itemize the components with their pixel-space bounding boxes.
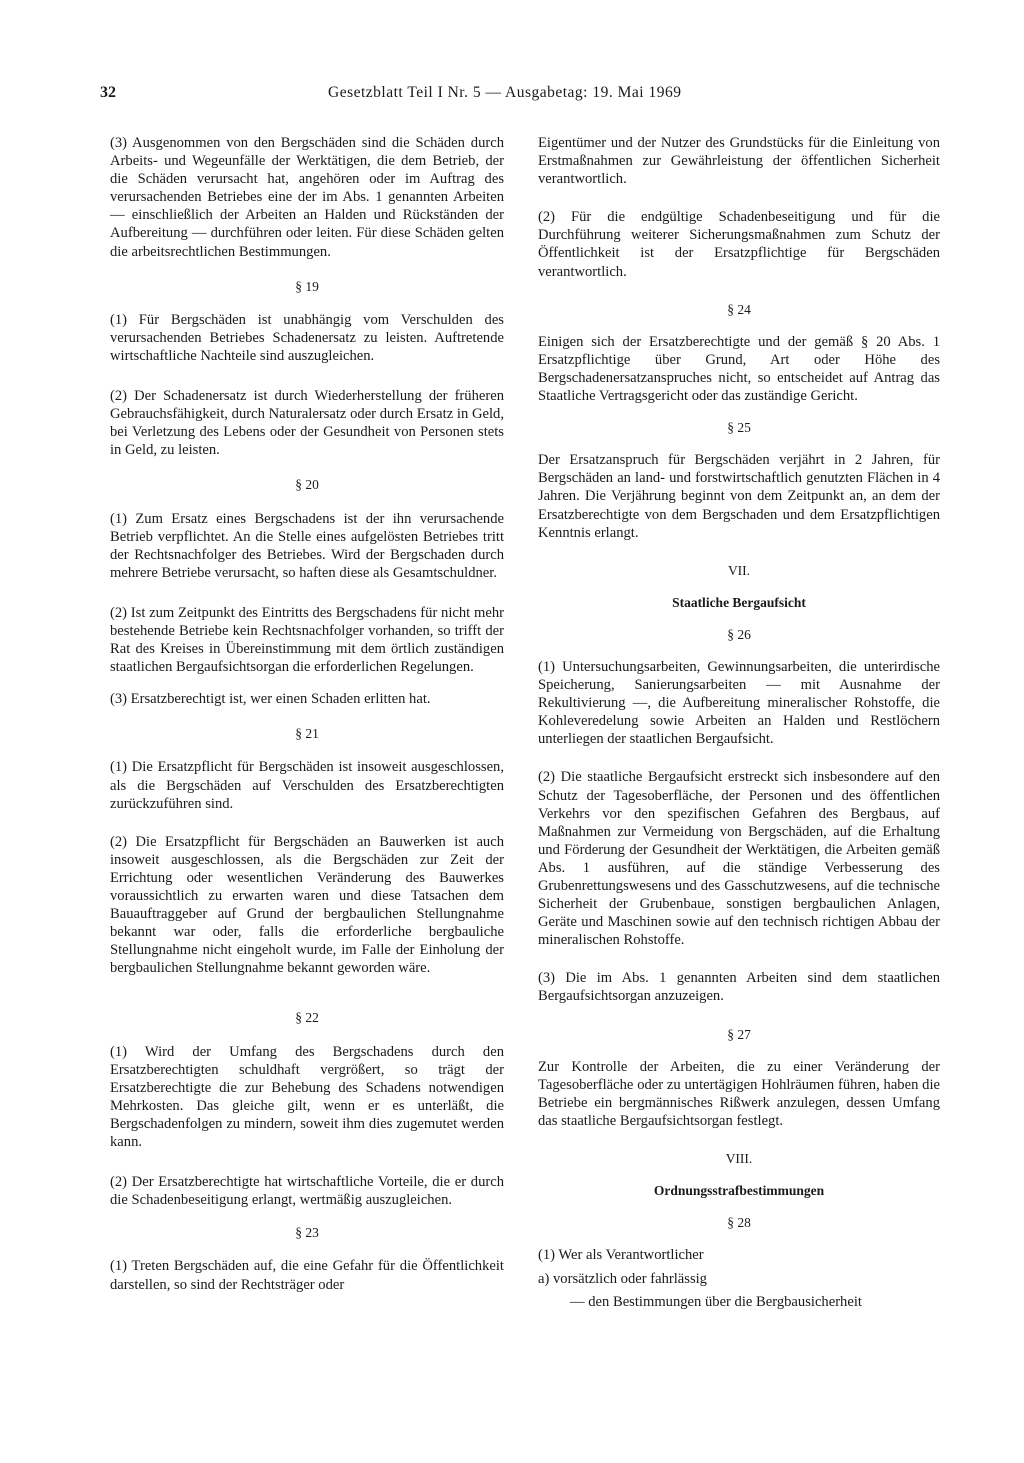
paragraph-20-3: (3) Ersatzberechtigt ist, wer einen Schaden erlitten hat. [110,691,431,708]
paragraph-19-2: (2) Der Schadenersatz ist durch Wiederherstellung der früheren Gebrauchsfähigkeit, durch Naturalersatz oder durch Ersatz in Geld, bei Verletzung des Lebens oder der Gesundheit von Personen stets in Geld, zu leisten. [110,388,504,459]
section-19-heading: § 19 [295,278,319,294]
paragraph-26-3: (3) Die im Abs. 1 genannten Arbeiten sind dem staatlichen Bergaufsichtsorgan anzuzeigen. [538,970,940,1005]
section-20-heading: § 20 [295,477,319,493]
section-25-heading: § 25 [727,420,751,436]
paragraph-18-3: (3) Ausgenommen von den Bergschäden sind die Schäden durch Arbeits- und Wegeunfälle der Werktätigen, die dem Betrieb, der die Schäden verursacht hat, angehören oder im Auftrag des verursachenden Betriebes eine der im Abs. 1 genannten Arbeiten — einschließlich der Arbeiten an Halden und Rückständen der Aufbereitung — durchführen oder leiten. Für diese Schäden gelten die arbeitsrechtlichen Bestimmungen. [110,135,504,260]
paragraph-20-2: (2) Ist zum Zeitpunkt des Eintritts des Bergschadens für nicht mehr bestehende Betriebe kein Rechtsnachfolger vorhanden, so trifft der Rat des Kreises in Übereinstimmung mit dem örtlich zuständigen staatlichen Bergaufsichtsorgan die erforderlichen Regelungen. [110,604,504,676]
paragraph-22-1: (1) Wird der Umfang des Bergschadens durch den Ersatzberechtigten schuldhaft vergrößert, so trägt der Ersatzberechtigte die zur Behebung des Schadens notwendigen Mehrkosten. Das gleiche gilt, wenn er es unterläßt, die Bergschadenfolgen zu mindern, soweit ihm dies zugemutet werden kann. [110,1043,504,1151]
left-column [110,134,504,1294]
chapter-8-number: VIII. [725,1151,753,1167]
list-dash-item: — den Bestimmungen über die Bergbausicherheit [570,1293,862,1310]
gazette-title: Gesetzblatt Teil I Nr. 5 — Ausgabetag: 19. Mai 1969 [328,84,682,101]
paragraph-26-1: (1) Untersuchungsarbeiten, Gewinnungsarbeiten, die unterirdische Speicherung, Sanierungsarbeiten — mit Ausnahme der Rekultivierung —, die Aufbereitung mineralischer Rohstoffe, die Kohleveredelung sowie Arbeiten an Halden und Restlöchern unterliegen der staatlichen Bergaufsicht. [538,658,940,748]
paragraph-23-1: (1) Treten Bergschäden auf, die eine Gefahr für die Öffentlichkeit darstellen, so sind der Rechtsträger oder [110,1258,504,1293]
paragraph-27: Zur Kontrolle der Arbeiten, die zu einer Veränderung der Tagesoberfläche oder zu untertägigen Hohlräumen führen, haben die Betriebe ein bergmännisches Rißwerk anzulegen, dessen Umfang das staatliche Bergaufsichtsorgan festlegt. [538,1058,940,1129]
right-column [538,134,940,1311]
paragraph-23-2: (2) Für die endgültige Schadenbeseitigung und für die Durchführung weiterer Sicherungsmaßnahmen zum Schutz der Öffentlichkeit ist der Ersatzpflichtige für Bergschäden verantwortlich. [538,209,940,280]
paragraph-21-1: (1) Die Ersatzpflicht für Bergschäden ist insoweit ausgeschlossen, als die Bergschäden auf Verschulden des Ersatzberechtigten zurückzuführen sind. [110,759,504,812]
section-26-heading: § 26 [727,626,751,642]
page-number: 32 [100,84,116,101]
chapter-7-number: VII. [727,562,751,578]
chapter-8-title: Ordnungsstrafbestimmungen [653,1183,825,1199]
paragraph-21-2: (2) Die Ersatzpflicht für Bergschäden an Bauwerken ist auch insoweit ausgeschlossen, als die Bergschäden zur Zeit der Errichtung oder wesentlichen Veränderung des Bauwerkes voraussichtlich zu erwarten waren und diese Tatsachen dem Bauauftraggeber auf Grund der bergbaulichen Stellungnahme bekannt war oder, falls die erforderliche bergbauliche Stellungnahme nicht eingeholt wurde, im Falle der Einholung der bergbaulichen Stellungnahme bekannt geworden wäre. [110,833,504,977]
section-22-heading: § 22 [295,1010,319,1026]
paragraph-22-2: (2) Der Ersatzberechtigte hat wirtschaftliche Vorteile, die er durch die Schadenbeseitigung erlangt, wertmäßig auszugleichen. [110,1174,504,1209]
paragraph-25: Der Ersatzanspruch für Bergschäden verjährt in 2 Jahren, für Bergschäden an land- und forstwirtschaftlich genutzten Flächen in 4 Jahren. Die Verjährung beginnt von dem Zeitpunkt an, an dem der Ersatzberechtigte von dem Bergschaden und dem Ersatzpflichtigen Kenntnis erlangt. [538,452,940,541]
paragraph-28-1: (1) Wer als Verantwortlicher [538,1247,704,1264]
paragraph-24: Einigen sich der Ersatzberechtigte und der gemäß § 20 Abs. 1 Ersatzpflichtige über Grund, Art oder Höhe des Bergschadenersatzanspruches nicht, so entscheidet auf Antrag das Staatliche Vertragsgericht oder das zuständige Gericht. [538,333,940,405]
paragraph-20-1: (1) Zum Ersatz eines Bergschadens ist der ihn verursachende Betrieb verpflichtet. An die Stelle eines aufgelösten Betriebes tritt der Rechtsnachfolger des Betriebes. Wird der Bergschaden durch mehrere Betriebe verursacht, so haften diese als Gesamtschuldner. [110,510,504,581]
section-23-heading: § 23 [295,1225,319,1241]
chapter-7-title: Staatliche Bergaufsicht [672,594,806,610]
paragraph-26-2: (2) Die staatliche Bergaufsicht erstreckt sich insbesondere auf den Schutz der Tagesoberfläche, der Personen und des öffentlichen Verkehrs vor den spezifischen Gefahren des Bergbaus, auf Maßnahmen zur Vermeidung von Bergschäden, auf die Erhaltung und Förderung der Gesundheit der Werktätigen, die Arbeiten gemäß Abs. 1 ausführen, auf die ständige Verbesserung des Grubenrettungswesens und des Gasschutzwesens, auf die technische Sicherheit der Grubenbaue, sonstigen bergbaulichen Anlagen, Geräte und Maschinen sowie auf den technisch richtigen Abbau der mineralischen Rohstoffe. [538,769,940,949]
paragraph-23-1-continued: Eigentümer und der Nutzer des Grundstücks für die Einleitung von Erstmaßnahmen zur Gewährleistung der öffentlichen Sicherheit verantwortlich. [538,135,940,188]
section-21-heading: § 21 [295,726,319,742]
section-28-heading: § 28 [727,1215,751,1231]
section-27-heading: § 27 [727,1026,751,1042]
page-header [100,84,930,104]
paragraph-19-1: (1) Für Bergschäden ist unabhängig vom Verschulden des verursachenden Betriebes Schadenersatz zu leisten. Auftretende wirtschaftliche Nachteile sind auszugleichen. [110,311,504,364]
list-item-a: a) vorsätzlich oder fahrlässig [538,1271,707,1288]
section-24-heading: § 24 [727,301,751,317]
